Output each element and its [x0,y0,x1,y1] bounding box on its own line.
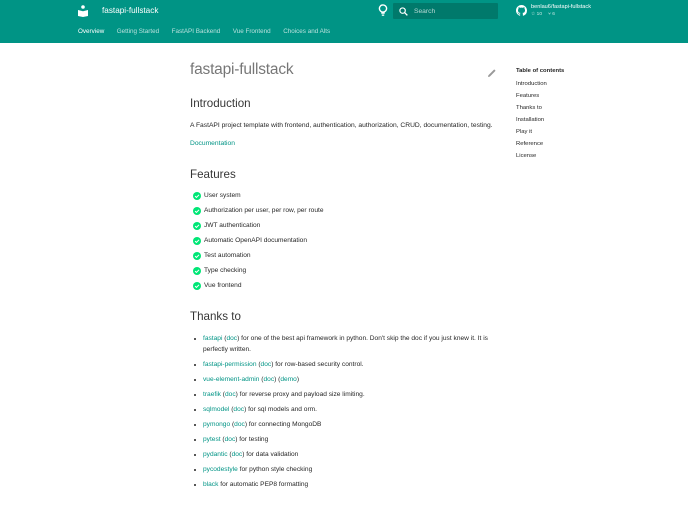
thanks-item: traefik (doc) for reverse proxy and payload size limiting. [190,389,500,400]
tab-overview[interactable]: Overview [78,28,105,35]
doc-link[interactable]: doc [260,361,272,368]
check-circle-icon [193,222,201,230]
bullet [194,394,196,396]
toc-item[interactable]: License [516,153,537,159]
library-link[interactable]: pycodestyle [203,466,238,473]
thanks-item [190,464,500,475]
check-circle-icon [193,267,201,275]
site-title[interactable]: fastapi-fullstack [102,6,159,15]
bullet [194,424,196,426]
header [0,0,688,43]
thanks-item: fastapi (doc) for one of the best api framework in python. Don't skip the doc if you just knew it. It is perfectly written. [190,333,500,355]
documentation-link[interactable]: Documentation [190,140,235,147]
star-icon: ☆ [531,12,536,17]
repo-stars [531,11,542,18]
search-icon [399,7,408,16]
feature-item [190,233,500,248]
feature-item [190,188,500,203]
heading-features: Features [190,168,236,181]
lightbulb-icon[interactable] [378,4,388,17]
thanks-item: sqlmodel (doc) for sql models and orm. [190,404,500,415]
tab-fastapi-backend[interactable]: FastAPI Backend [171,28,221,35]
feature-item [190,248,500,263]
doc-link[interactable]: doc [226,335,238,342]
features-list [190,188,500,293]
tab-vue-frontend[interactable]: Vue Frontend [232,28,271,35]
library-link[interactable]: sqlmodel [203,406,230,413]
thanks-item: vue-element-admin (doc) (demo) [190,374,500,385]
bullet [194,364,196,366]
feature-label: Authorization per user, per row, per route [204,207,324,214]
feature-item [190,263,500,278]
library-link[interactable]: pydantic [203,451,228,458]
thanks-list [190,333,500,490]
book-icon[interactable] [78,5,88,17]
repo-name: benlau6/fastapi-fullstack [531,4,592,10]
thanks-item: pytest (doc) for testing [190,434,500,445]
library-link[interactable]: pymongo [203,421,231,428]
doc-link[interactable]: doc [224,436,236,443]
search-input[interactable] [414,8,494,15]
repo-link[interactable] [516,4,591,18]
library-link[interactable]: pytest [203,436,221,443]
pencil-icon[interactable] [487,68,497,78]
thanks-description: for one of the best api framework in python. Don't skip the doc if you just knew it. It is perfectly written. [203,335,488,353]
tab-getting-started[interactable]: Getting Started [116,28,160,35]
thanks-item [190,479,500,490]
doc-link[interactable]: doc [234,421,245,428]
thanks-item: pymongo (doc) for connecting MongoDB [190,419,500,430]
introduction-text: A FastAPI project template with frontend, authentication, authorization, CRUD, documentation, testing. [190,122,493,129]
feature-label: JWT authentication [204,222,261,229]
thanks-description: for python style checking [237,466,313,473]
thanks-description: for testing [237,436,269,443]
doc-link[interactable]: doc [225,391,236,398]
library-link[interactable]: vue-element-admin [203,376,260,383]
thanks-description: for connecting MongoDB [247,421,322,428]
nav-tabs [78,27,343,39]
star-count: 10 [536,12,542,17]
doc-link[interactable]: doc [231,451,243,458]
bullet [194,454,196,456]
bullet [194,409,196,411]
tab-choices-and-alts[interactable]: Choices and Alts [283,28,331,35]
fork-count: 6 [552,12,555,17]
thanks-description: for reverse proxy and payload size limiting. [237,391,365,398]
thanks-item: fastapi-permission (doc) for row-based security control. [190,359,500,370]
thanks-description: for automatic PEP8 formatting [218,481,309,488]
thanks-description: for row-based security control. [273,361,364,368]
demo-link[interactable]: demo [280,376,297,383]
page-title: fastapi-fullstack [190,61,294,78]
thanks-item: pydantic (doc) for data validation [190,449,500,460]
bullet [194,484,196,486]
feature-label: Test automation [204,252,251,259]
github-icon [516,5,527,16]
heading-thanks-to: Thanks to [190,310,241,323]
feature-item [190,203,500,218]
toc-item[interactable]: Reference [516,141,544,147]
check-circle-icon [193,207,201,215]
thanks-description: for data validation [244,451,299,458]
search-box[interactable] [393,3,498,19]
toc-item[interactable]: Play it [516,129,533,135]
table-of-contents [516,66,636,162]
check-circle-icon [193,252,201,260]
bullet [194,379,196,381]
feature-label: Type checking [204,267,247,274]
feature-item [190,218,500,233]
toc-item[interactable]: Introduction [516,81,547,87]
toc-item[interactable]: Installation [516,117,545,123]
feature-label: Vue frontend [204,282,242,289]
feature-label: User system [204,192,241,199]
library-link[interactable]: black [203,481,219,488]
toc-item[interactable]: Features [516,93,540,99]
toc-item[interactable]: Thanks to [516,105,542,111]
main-content [190,60,500,494]
feature-label: Automatic OpenAPI documentation [204,237,307,244]
doc-link[interactable]: doc [233,406,245,413]
library-link[interactable]: fastapi-permission [203,361,257,368]
check-circle-icon [193,192,201,200]
bullet [194,439,196,441]
bullet [194,469,196,471]
repo-forks [548,11,555,18]
toc-title: Table of contents [516,68,565,74]
fork-icon: ⑂ [548,12,551,17]
doc-link[interactable]: doc [263,376,275,383]
check-circle-icon [193,282,201,290]
thanks-description: for sql models and orm. [246,406,317,413]
check-circle-icon [193,237,201,245]
feature-item [190,278,500,293]
bullet [194,338,196,340]
library-link[interactable]: fastapi [203,335,223,342]
heading-introduction: Introduction [190,97,251,110]
library-link[interactable]: traefik [203,391,221,398]
